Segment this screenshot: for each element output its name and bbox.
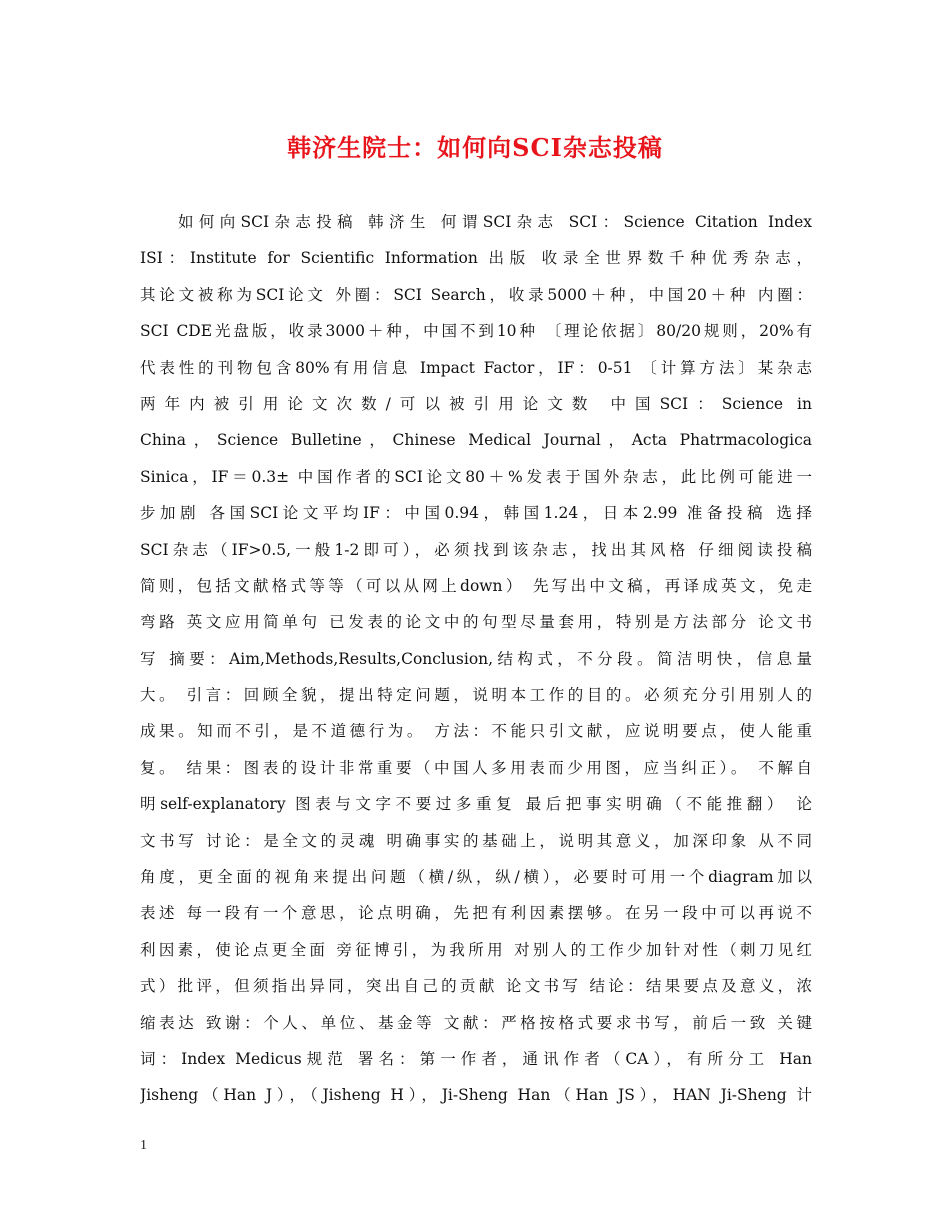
document-title: 韩济生院士：如何向SCI杂志投稿 <box>287 133 663 162</box>
body-line: 成果。知而不引，是不道德行为。 方法：不能只引文献，应说明要点，使人能重 <box>140 722 812 741</box>
body-line: 角度，更全面的视角来提出问题（横/纵，纵/横），必要时可用一个diagram加以 <box>140 868 812 887</box>
body-line: Sinica，IF＝0.3± 中国作者的SCI论文80＋%发表于国外杂志，此比例可能进一 <box>140 467 812 486</box>
body-line: 写 摘要：Aim,Methods,Results,Conclusion,结构式，不分段。简洁明快，信息量 <box>140 649 812 668</box>
body-line: Jisheng（Han J），（Jisheng H），Ji-Sheng Han（Han JS），HAN Ji-Sheng 计 <box>140 1086 812 1105</box>
body-line: SCI杂志（IF>0.5,一般1-2即可），必须找到该杂志，找出其风格 仔细阅读投稿 <box>140 540 812 559</box>
body-line: 复。 结果：图表的设计非常重要（中国人多用表而少用图，应当纠正）。 不解自 <box>140 758 812 777</box>
body-line: 缩表达 致谢：个人、单位、基金等 文献：严格按格式要求书写，前后一致 关键 <box>140 1013 812 1032</box>
body-line: 明self-explanatory 图表与文字不要过多重复 最后把事实明确（不能推翻） 论 <box>140 795 812 814</box>
body-line: 词：Index Medicus规范 署名：第一作者，通讯作者（CA），有所分工 Han <box>140 1049 812 1068</box>
page-number: 1 <box>140 1138 147 1153</box>
body-line: 简则，包括文献格式等等（可以从网上down） 先写出中文稿，再译成英文，免走 <box>140 576 812 595</box>
body-line: 文书写 讨论：是全文的灵魂 明确事实的基础上，说明其意义，加深印象 从不同 <box>140 831 812 850</box>
body-line: 式）批评，但须指出异同，突出自己的贡献 论文书写 结论：结果要点及意义，浓 <box>140 977 812 996</box>
body-line: 其论文被称为SCI论文 外圈：SCI Search，收录5000＋种，中国20＋种 内圈： <box>140 285 812 304</box>
document-body <box>140 204 812 1114</box>
body-line: SCI CDE光盘版，收录3000＋种，中国不到10种 〔理论依据〕80/20规则，20%有 <box>140 322 812 341</box>
body-line: 步加剧 各国SCI论文平均IF：中国0.94，韩国1.24，日本2.99 准备投稿 选择 <box>140 504 812 523</box>
body-line: 两年内被引用论文次数/可以被引用论文数 中国SCI：Science in <box>140 394 812 413</box>
body-line: 利因素，使论点更全面 旁征博引，为我所用 对别人的工作少加针对性（刺刀见红 <box>140 940 812 959</box>
body-line: ISI：Institute for Scientific Information 出版 收录全世界数千种优秀杂志， <box>140 249 812 268</box>
body-line: 表述 每一段有一个意思，论点明确，先把有利因素摆够。在另一段中可以再说不 <box>140 904 812 923</box>
body-line: 弯路 英文应用简单句 已发表的论文中的句型尽量套用，特别是方法部分 论文书 <box>140 613 812 632</box>
body-line: 大。 引言：回顾全貌，提出特定问题，说明本工作的目的。必须充分引用别人的 <box>140 686 812 705</box>
body-line: 如何向SCI杂志投稿 韩济生 何谓SCI杂志 SCI：Science Citation Index <box>178 213 812 231</box>
body-line: China，Science Bulletine，Chinese Medical Journal，Acta Phatrmacologica <box>140 431 812 450</box>
body-line: 代表性的刊物包含80%有用信息 Impact Factor，IF：0-51 〔计算方法〕某杂志 <box>140 358 812 377</box>
